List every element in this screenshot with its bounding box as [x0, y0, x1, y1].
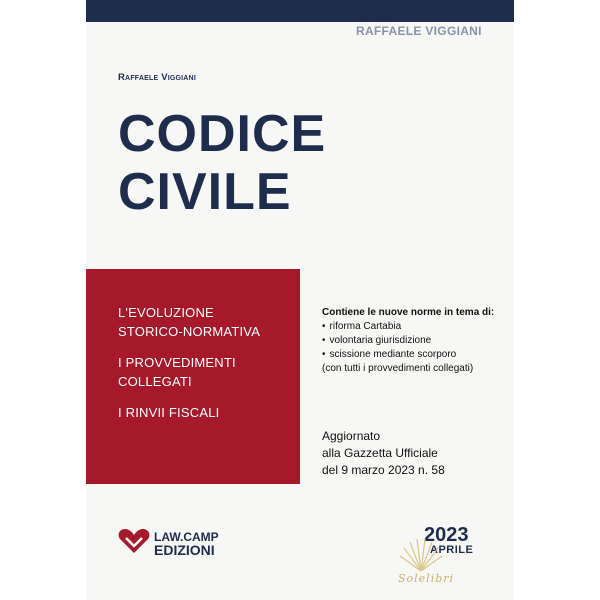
update-line-1: Aggiornato	[322, 429, 381, 443]
cover-top-bar	[86, 0, 514, 22]
series-label: I CODICI DI	[356, 9, 404, 19]
title-line-2: CIVILE	[118, 163, 292, 221]
author-name: Raffaele Viggiani	[118, 72, 196, 83]
title-line-1: CODICE	[118, 105, 327, 163]
edition-year: 2023	[424, 524, 469, 546]
contents-item-evolution	[118, 303, 260, 341]
edition-month: APRILE	[430, 544, 474, 556]
update-notice	[322, 428, 445, 479]
info-bullets	[322, 320, 494, 362]
contents-item-line: COLLEGATI	[118, 374, 192, 389]
contents-item-line: I PROVVEDIMENTI	[118, 355, 236, 370]
book-title	[118, 105, 326, 221]
contents-item-line: L'EVOLUZIONE	[118, 305, 214, 320]
contents-item-provisions	[118, 353, 236, 391]
info-bullet: • volontaria giurisdizione	[322, 334, 494, 348]
contents-item-line: I RINVII FISCALI	[118, 405, 220, 420]
info-heading: Contiene le nuove norme in tema di:	[322, 307, 495, 318]
contents-box	[86, 269, 300, 484]
contents-item-tax	[118, 403, 219, 422]
publisher-subtitle: EDIZIONI	[154, 542, 215, 558]
publisher-name: LAW.CAMP	[154, 530, 219, 544]
sun-rays-icon	[396, 538, 446, 572]
update-line-3: del 9 marzo 2023 n. 58	[322, 463, 445, 477]
info-note: (con tutti i provvedimenti collegati)	[322, 363, 474, 374]
publisher-heart-icon	[118, 528, 150, 554]
info-bullet: • scissione mediante scorporo	[322, 348, 494, 362]
info-bullet: • riforma Cartabia	[322, 320, 494, 334]
contents-info	[322, 306, 494, 376]
series-author: RAFFAELE VIGGIANI	[356, 24, 482, 38]
contents-item-line: STORICO-NORMATIVA	[118, 324, 261, 339]
imprint-name: Solelibri	[398, 572, 455, 585]
update-line-2: alla Gazzetta Ufficiale	[322, 446, 438, 460]
